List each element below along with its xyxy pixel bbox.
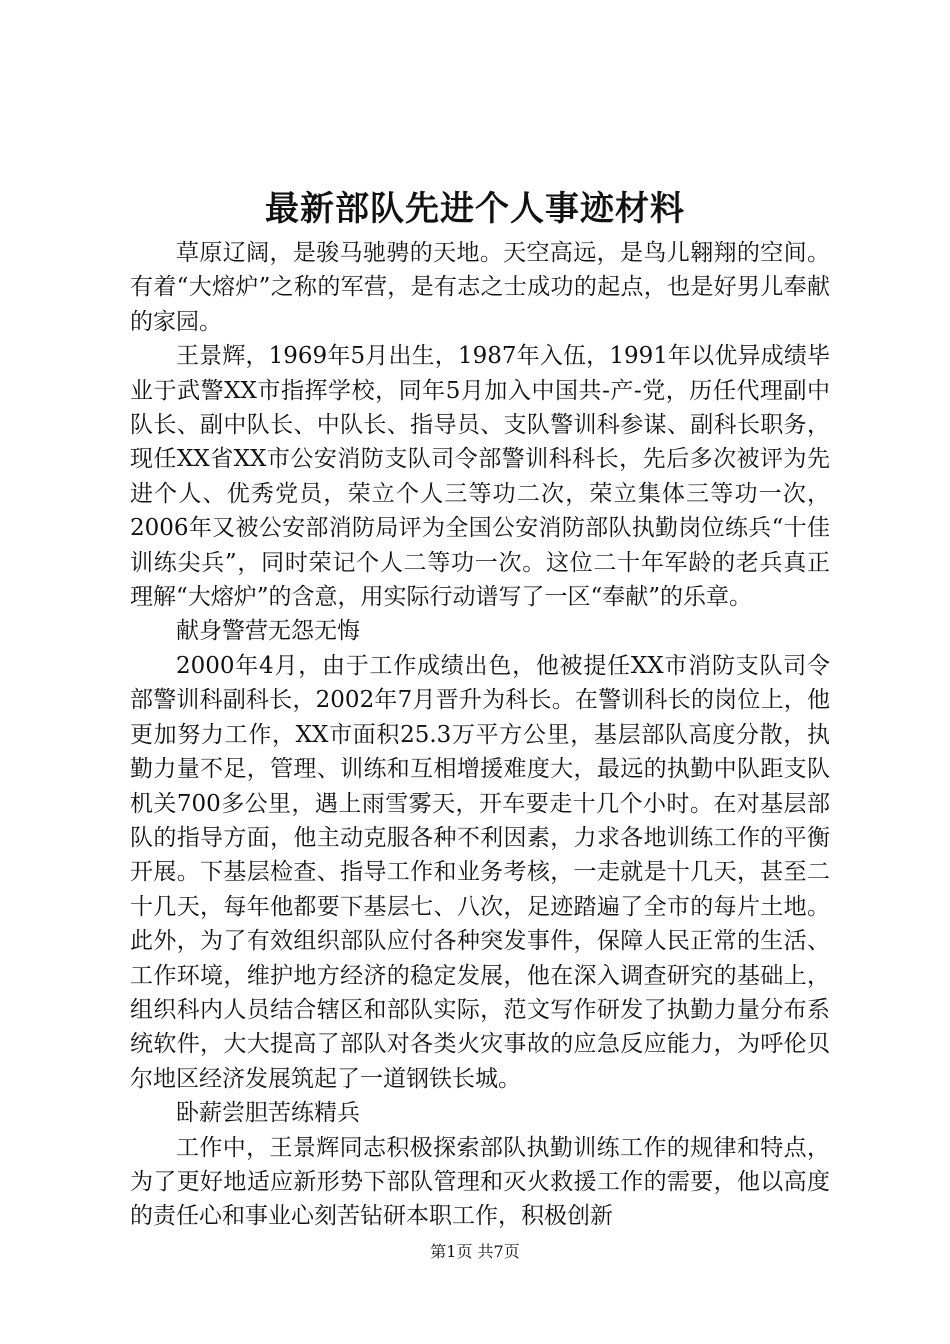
document-body — [130, 236, 830, 1234]
page-footer: 第1页 共7页 — [430, 1242, 520, 1261]
section-heading-training: 卧薪尝胆苦练精兵 — [176, 1100, 360, 1127]
section-heading-dedication: 献身警营无怨无悔 — [176, 618, 360, 645]
paragraph-training: 工作中，王景辉同志积极探索部队执勤训练工作的规律和特点，为了更好地适应新形势下部队管理和灭火救援工作的需要，他以高度的责任心和事业心刻苦钻研本职工作，积极创新 — [130, 1134, 830, 1230]
paragraph-biography: 王景辉，1969年5月出生，1987年入伍，1991年以优异成绩毕业于武警XX市指挥学校，同年5月加入中国共-产-党，历任代理副中队长、副中队长、中队长、指导员、支队警训科参谋、副科长职务，现任XX省XX市公安消防支队司令部警训科科长，先后多次被评为先进个人、优秀党员，荣立个人三等功二次，荣立集体三等功一次，2006年又被公安部消防局评为全国公安消防部队执勤岗位练兵“十佳训练尖兵”，同时荣记个人二等功一次。这位二十年军龄的老兵真正理解“大熔炉”的含意，用实际行动谱写了一区“奉献”的乐章。 — [130, 343, 830, 611]
paragraph-intro: 草原辽阔，是骏马驰骋的天地。天空高远，是鸟儿翱翔的空间。有着“大熔炉”之称的军营，是有志之士成功的起点，也是好男儿奉献的家园。 — [130, 240, 830, 335]
paragraph-dedication: 2000年4月，由于工作成绩出色，他被提任XX市消防支队司令部警训科副科长，2002年7月晋升为科长。在警训科长的岗位上，他更加努力工作，XX市面积25.3万平方公里，基层部队高度分散，执勤力量不足，管理、训练和互相增援难度大，最远的执勤中队距支队机关700多公里，遇上雨雪雾天，开车要走十几个小时。在对基层部队的指导方面，他主动克服各种不利因素，力求各地训练工作的平衡开展。下基层检查、指导工作和业务考核，一走就是十几天，甚至二十几天，每年他都要下基层七、八次，足迹踏遍了全市的每片土地。此外，为了有效组织部队应付各种突发事件，保障人民正常的生活、工作环境，维护地方经济的稳定发展，他在深入调查研究的基础上，组织科内人员结合辖区和部队实际，范文写作研发了执勤力量分布系统软件，大大提高了部队对各类火灾事故的应急反应能力，为呼伦贝尔地区经济发展筑起了一道钢铁长城。 — [130, 652, 830, 1092]
document-title: 最新部队先进个人事迹材料 — [265, 189, 685, 229]
